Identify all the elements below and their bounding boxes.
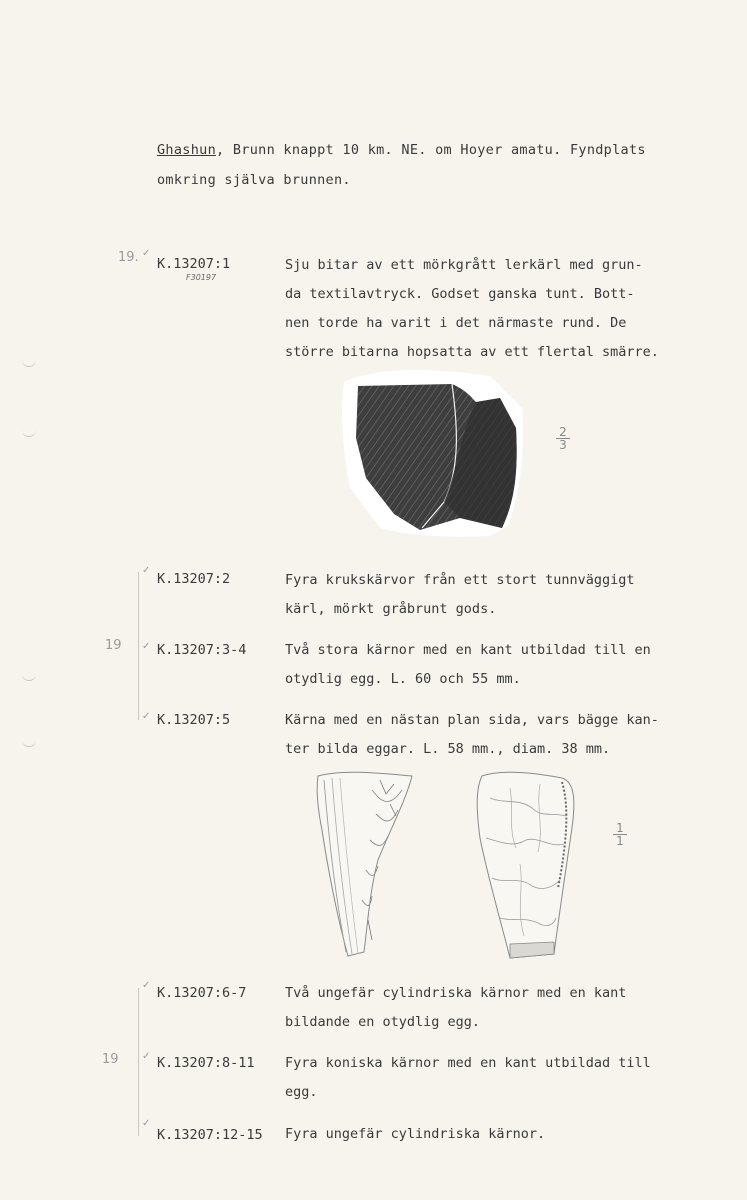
- handwritten-19: 19.: [118, 250, 139, 265]
- check-mark: ✓: [142, 711, 151, 722]
- check-mark: ✓: [142, 980, 151, 991]
- catalog-number: K.13207:8-11: [157, 1055, 255, 1071]
- heading-rest: , Brunn knappt 10 km. NE. om Hoyer amatu. Fyndplats: [216, 142, 646, 158]
- check-mark: ✓: [142, 248, 151, 259]
- entry-description: [285, 636, 695, 694]
- description-line: Fyra koniska kärnor med en kant utbildad till: [285, 1055, 651, 1071]
- description-line: nen torde ha varit i det närmaste rund. De: [285, 315, 627, 331]
- heading-line-1: [157, 142, 646, 158]
- catalog-subnote: F30197: [186, 273, 217, 282]
- heading-line-2: omkring själva brunnen.: [157, 172, 351, 188]
- description-line: ter bilda eggar. L. 58 mm., diam. 38 mm.: [285, 741, 611, 757]
- check-mark: ✓: [142, 1051, 151, 1062]
- description-line: kärl, mörkt gråbrunt gods.: [285, 601, 497, 617]
- core-face-drawing-svg: [470, 768, 580, 964]
- catalog-number: K.13207:1: [157, 256, 231, 272]
- check-mark: ✓: [142, 565, 151, 576]
- place-name: Ghashun: [157, 142, 216, 158]
- punch-hole-mark: [22, 358, 36, 367]
- catalog-number: K.13207:6-7: [157, 985, 247, 1001]
- description-line: Två ungefär cylindriska kärnor med en kant: [285, 985, 627, 1001]
- catalog-number: K.13207:2: [157, 571, 231, 587]
- core-face-drawing: [470, 768, 580, 964]
- margin-bracket: [138, 988, 139, 1136]
- entry-description: [285, 1120, 695, 1149]
- punch-hole-mark: [22, 738, 36, 747]
- description-line: Fyra ungefär cylindriska kärnor.: [285, 1126, 546, 1142]
- punch-hole-mark: [22, 428, 36, 437]
- description-line: Två stora kärnor med en kant utbildad till en: [285, 642, 651, 658]
- scale-annotation: 2 3: [556, 426, 570, 451]
- entry-description: [285, 251, 695, 367]
- check-mark: ✓: [142, 1118, 151, 1129]
- entry-description: [285, 1049, 695, 1107]
- catalog-number: K.13207:12-15: [157, 1127, 263, 1143]
- sherd-photo: [340, 368, 530, 540]
- scale-annotation: 1 1: [613, 822, 627, 847]
- entry-description: [285, 706, 695, 764]
- check-mark: ✓: [142, 641, 151, 652]
- punch-hole-mark: [22, 672, 36, 681]
- core-side-drawing-svg: [310, 770, 420, 960]
- entry-description: [285, 979, 695, 1037]
- description-line: Fyra krukskärvor från ett stort tunnväggigt: [285, 572, 635, 588]
- description-line: större bitarna hopsatta av ett flertal smärre.: [285, 344, 659, 360]
- description-line: Kärna med en nästan plan sida, vars bägge kan-: [285, 712, 659, 728]
- sherd-photo-svg: [340, 368, 530, 540]
- handwritten-19: 19: [102, 1052, 119, 1067]
- description-line: Sju bitar av ett mörkgrått lerkärl med grun-: [285, 257, 643, 273]
- margin-bracket: [138, 572, 139, 720]
- core-side-drawing: [310, 770, 420, 960]
- description-line: da textilavtryck. Godset ganska tunt. Bott-: [285, 286, 635, 302]
- catalog-number: K.13207:5: [157, 712, 231, 728]
- description-line: egg.: [285, 1084, 318, 1100]
- handwritten-19: 19: [105, 638, 122, 653]
- description-line: otydlig egg. L. 60 och 55 mm.: [285, 671, 521, 687]
- catalog-number: K.13207:3-4: [157, 642, 247, 658]
- description-line: bildande en otydlig egg.: [285, 1014, 481, 1030]
- entry-description: [285, 566, 695, 624]
